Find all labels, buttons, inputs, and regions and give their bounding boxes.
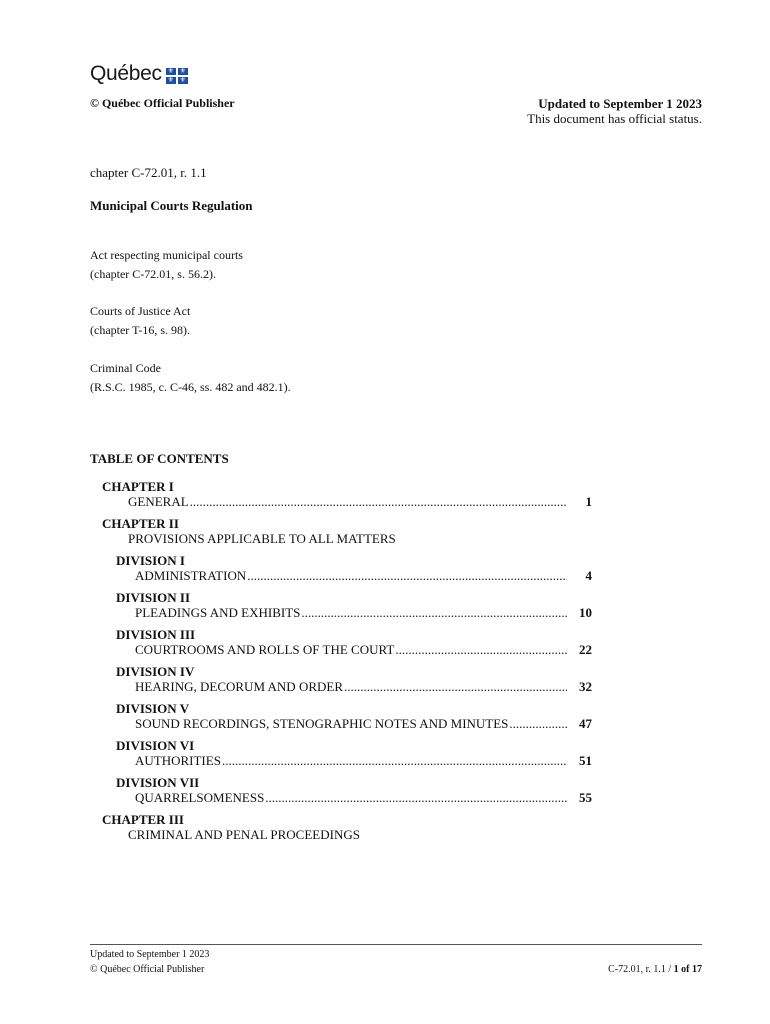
toc-entry-link[interactable]: QUARRELSOMENESS ..... 55 [116,790,592,805]
toc-entry-link[interactable]: PLEADINGS AND EXHIBITS ..... 10 [116,605,592,620]
logo-text: Québec [90,62,162,85]
quebec-logo [90,62,188,86]
publisher: © Québec Official Publisher [90,96,235,110]
chapter-reference: chapter C-72.01, r. 1.1 [90,165,207,180]
toc-division: DIVISION VII QUARRELSOMENESS ..... 55 [102,775,592,805]
toc-title: TABLE OF CONTENTS [90,451,229,466]
fleur-de-lis-flag-icon: ⚜ ⚜ ⚜ ⚜ [167,66,186,84]
updated-date: Updated to September 1 2023 [538,96,702,111]
toc-chapter: CHAPTER I GENERAL ..... 1 [102,479,592,509]
toc-chapter: CHAPTER II PROVISIONS APPLICABLE TO ALL MATTERS [102,516,592,546]
toc-entry-link[interactable]: SOUND RECORDINGS, STENOGRAPHIC NOTES AND MINUTES ..... 47 [116,716,592,731]
toc-division: DIVISION V SOUND RECORDINGS, STENOGRAPHIC NOTES AND MINUTES ..... 47 [102,701,592,731]
page-number: 1 of 17 [673,964,702,975]
authority: Act respecting municipal courts (chapter C-72.01, s. 56.2). [90,248,243,281]
toc-chapter: CHAPTER III CRIMINAL AND PENAL PROCEEDINGS [102,812,592,842]
toc-division: DIVISION IV HEARING, DECORUM AND ORDER ..... 32 [102,664,592,694]
regulation-title: Municipal Courts Regulation [90,198,253,213]
footer-publisher: © Québec Official Publisher [90,964,205,975]
official-status: This document has official status. [527,111,702,126]
authority: Criminal Code (R.S.C. 1985, c. C-46, ss. 482 and 482.1). [90,361,291,394]
toc-entry-link[interactable]: HEARING, DECORUM AND ORDER ..... 32 [116,679,592,694]
toc-division: DIVISION III COURTROOMS AND ROLLS OF THE COURT ..... 22 [102,627,592,657]
toc-entry-link[interactable]: CRIMINAL AND PENAL PROCEEDINGS [128,827,360,842]
footer-divider [90,944,702,945]
toc-entry-link[interactable]: PROVISIONS APPLICABLE TO ALL MATTERS [128,531,396,546]
footer-updated: Updated to September 1 2023 [90,949,210,960]
toc-division: DIVISION I ADMINISTRATION ..... 4 [102,553,592,583]
toc-division: DIVISION II PLEADINGS AND EXHIBITS ..... 10 [102,590,592,620]
authority: Courts of Justice Act (chapter T-16, s. 98). [90,304,191,337]
table-of-contents [102,479,592,842]
toc-entry-link[interactable]: ADMINISTRATION ..... 4 [116,568,592,583]
toc-entry-link[interactable]: AUTHORITIES ..... 51 [116,753,592,768]
toc-entry-link[interactable]: COURTROOMS AND ROLLS OF THE COURT ..... 22 [116,642,592,657]
toc-entry-link[interactable]: GENERAL ..... 1 [102,494,592,509]
footer-page-reference: C-72.01, r. 1.1 / 1 of 17 [608,964,702,975]
toc-division: DIVISION VI AUTHORITIES ..... 51 [102,738,592,768]
